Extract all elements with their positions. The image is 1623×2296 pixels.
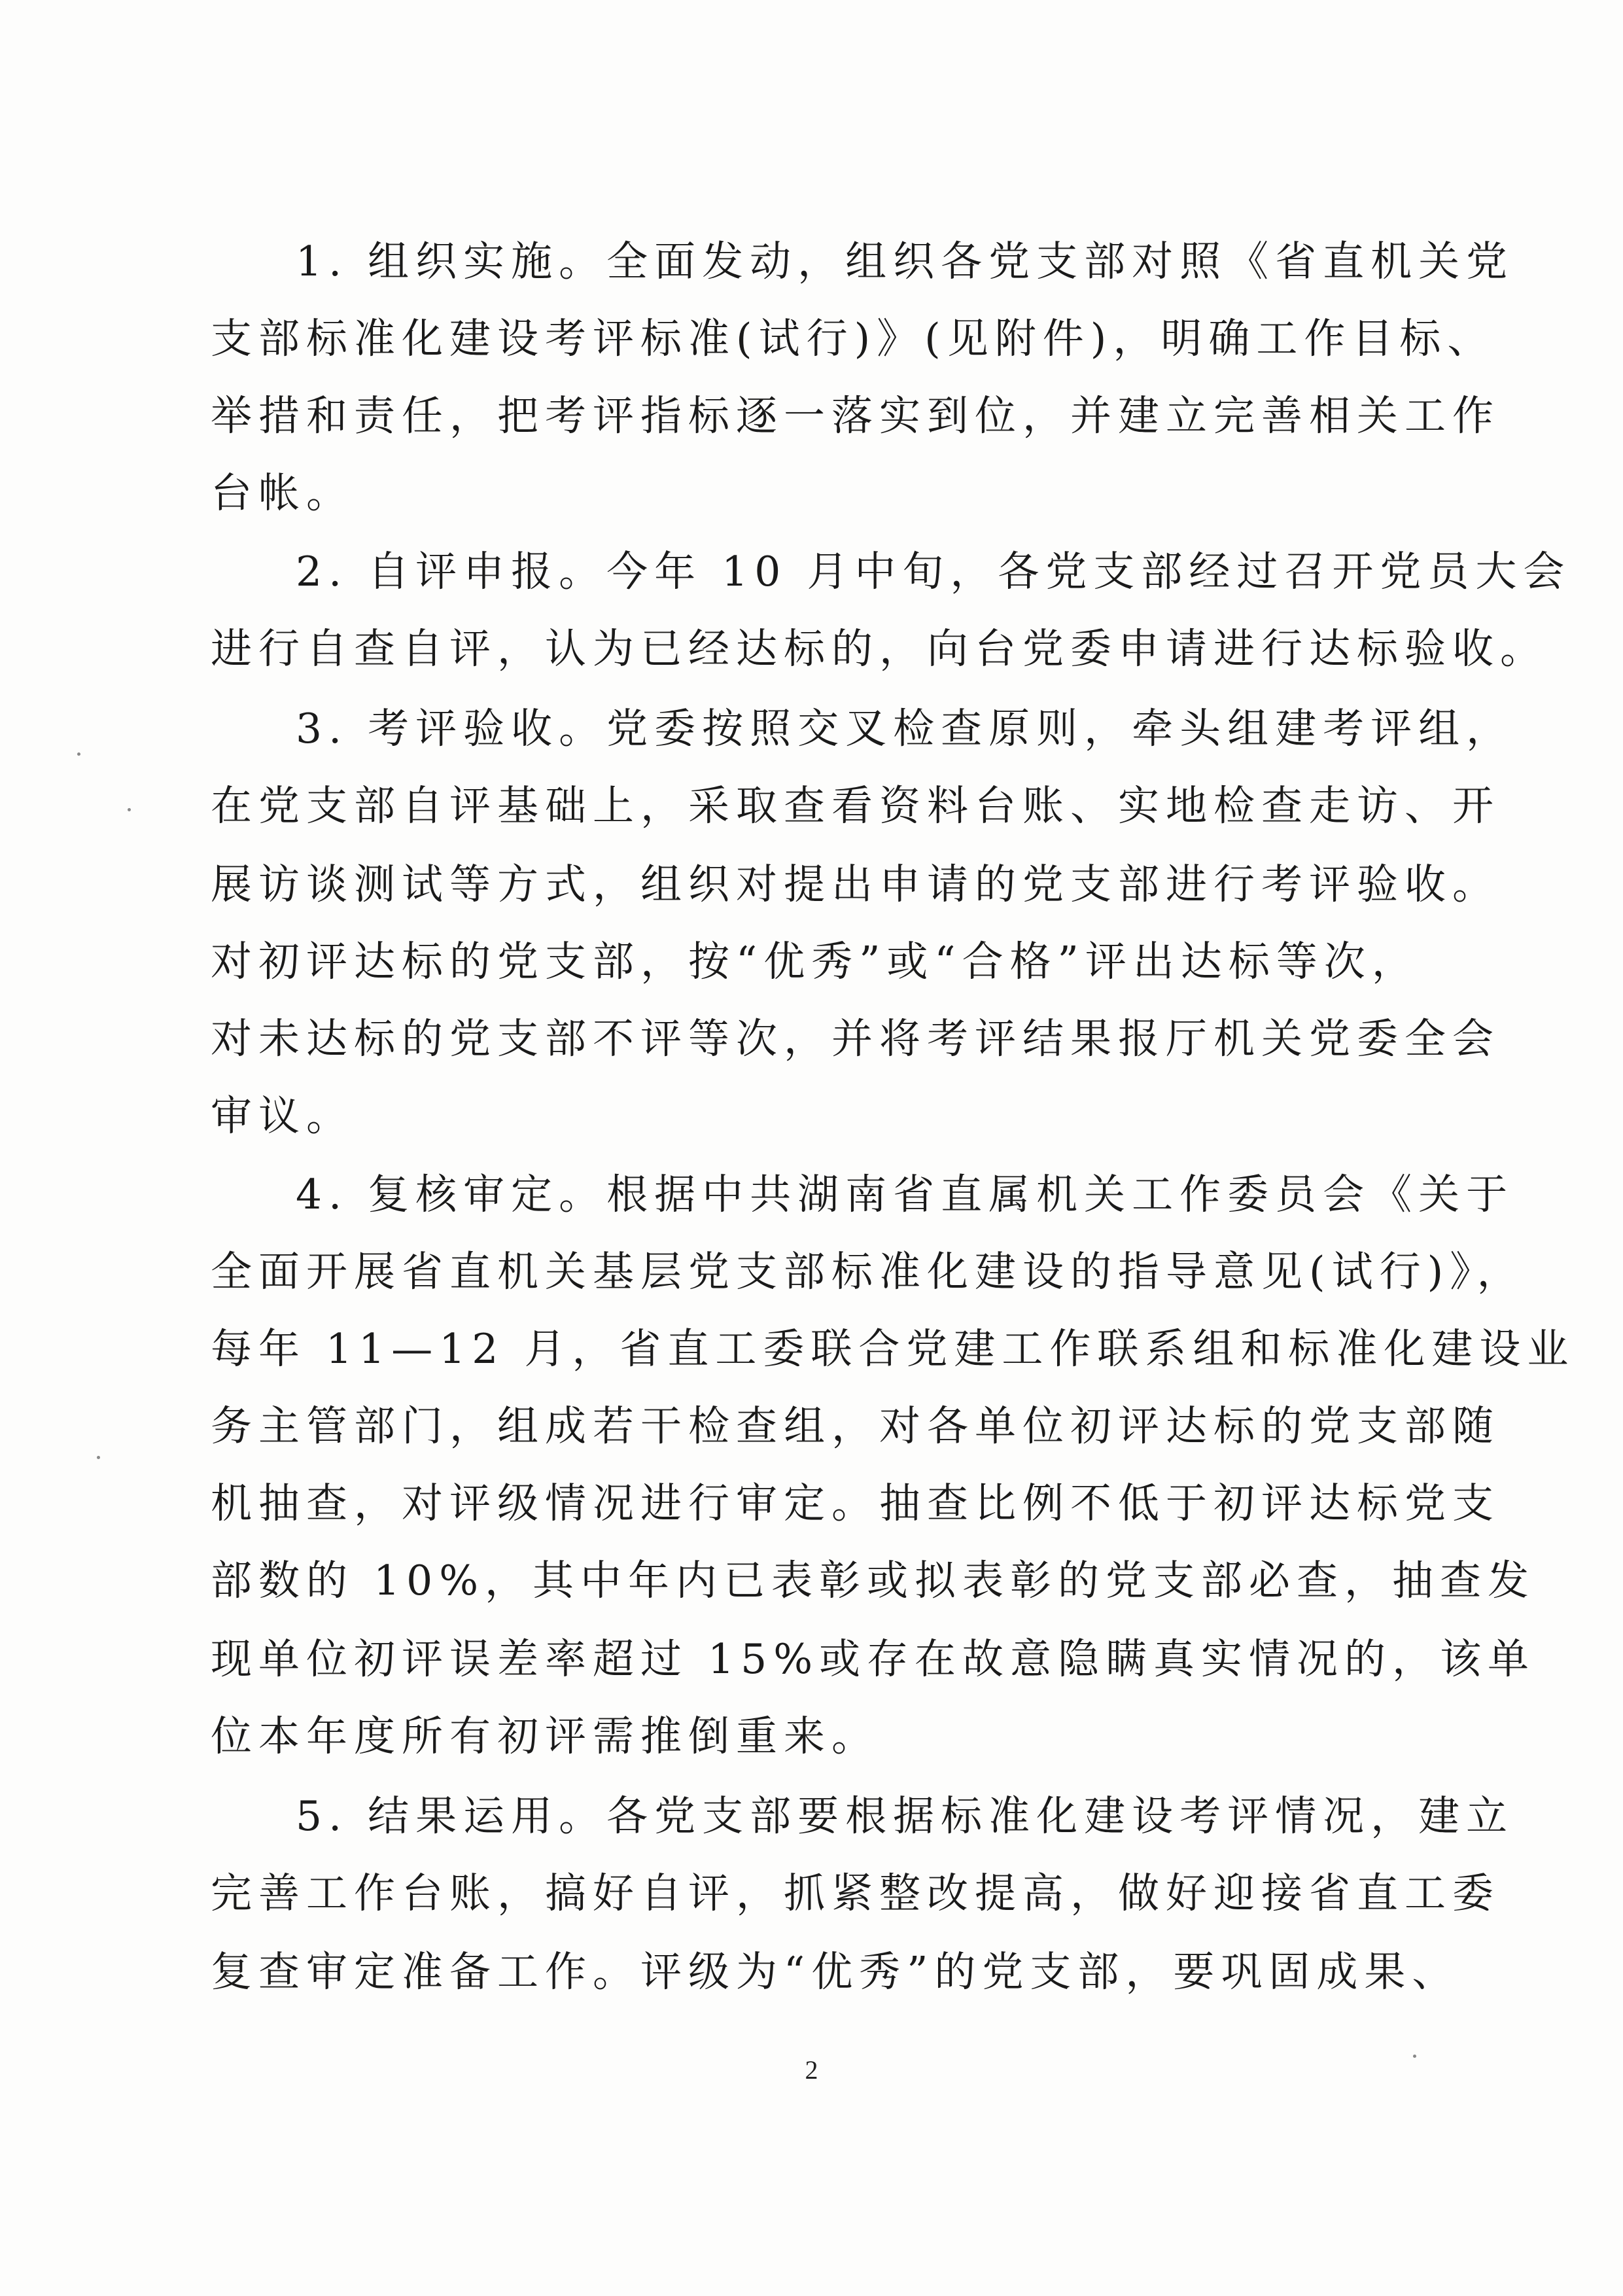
text-line: 复查审定准备工作。评级为“优秀”的党支部，要巩固成果、 (211, 1948, 1460, 1996)
text-line: 完善工作台账，搞好自评，抓紧整改提高，做好迎接省直工委 (211, 1869, 1500, 1917)
scan-speck (1413, 2055, 1416, 2058)
text-line: 2. 自评申报。今年 10 月中旬，各党支部经过召开党员大会 (296, 548, 1571, 595)
text-line: 5. 结果运用。各党支部要根据标准化建设考评情况，建立 (296, 1792, 1514, 1840)
text-line: 举措和责任，把考评指标逐一落实到位，并建立完善相关工作 (211, 392, 1500, 440)
text-line: 展访谈测试等方式，组织对提出申请的党支部进行考评验收。 (211, 860, 1500, 908)
text-line: 机抽查，对评级情况进行审定。抽查比例不低于初评达标党支 (211, 1479, 1500, 1527)
text-line: 审议。 (211, 1092, 354, 1140)
scan-speck (77, 752, 80, 756)
text-line: 进行自查自评，认为已经达标的，向台党委申请进行达标验收。 (211, 625, 1548, 673)
text-line: 3. 考评验收。党委按照交叉检查原则，牵头组建考评组， (296, 705, 1514, 752)
text-line: 现单位初评误差率超过 15%或存在故意隐瞒真实情况的，该单 (211, 1635, 1536, 1683)
text-line: 台帐。 (211, 469, 354, 517)
scan-speck (97, 1456, 100, 1459)
text-line: 部数的 10%，其中年内已表彰或拟表彰的党支部必查，抽查发 (211, 1557, 1536, 1604)
text-line: 在党支部自评基础上，采取查看资料台账、实地检查走访、开 (211, 782, 1500, 830)
text-line: 务主管部门，组成若干检查组，对各单位初评达标的党支部随 (211, 1402, 1500, 1450)
text-line: 1. 组织实施。全面发动，组织各党支部对照《省直机关党 (296, 238, 1514, 285)
text-line: 4. 复核审定。根据中共湖南省直属机关工作委员会《关于 (296, 1171, 1514, 1218)
text-line: 每年 11—12 月，省直工委联合党建工作联系组和标准化建设业 (211, 1325, 1575, 1373)
text-line: 支部标准化建设考评标准(试行)》(见附件)，明确工作目标、 (211, 315, 1495, 362)
text-line: 对初评达标的党支部，按“优秀”或“合格”评出达标等次， (211, 938, 1420, 985)
page-number: 2 (805, 2055, 818, 2085)
scan-speck (128, 808, 131, 811)
text-line: 位本年度所有初评需推倒重来。 (211, 1712, 879, 1760)
text-line: 对未达标的党支部不评等次，并将考评结果报厅机关党委全会 (211, 1015, 1500, 1063)
text-line: 全面开展省直机关基层党支部标准化建设的指导意见(试行)》， (211, 1248, 1525, 1296)
